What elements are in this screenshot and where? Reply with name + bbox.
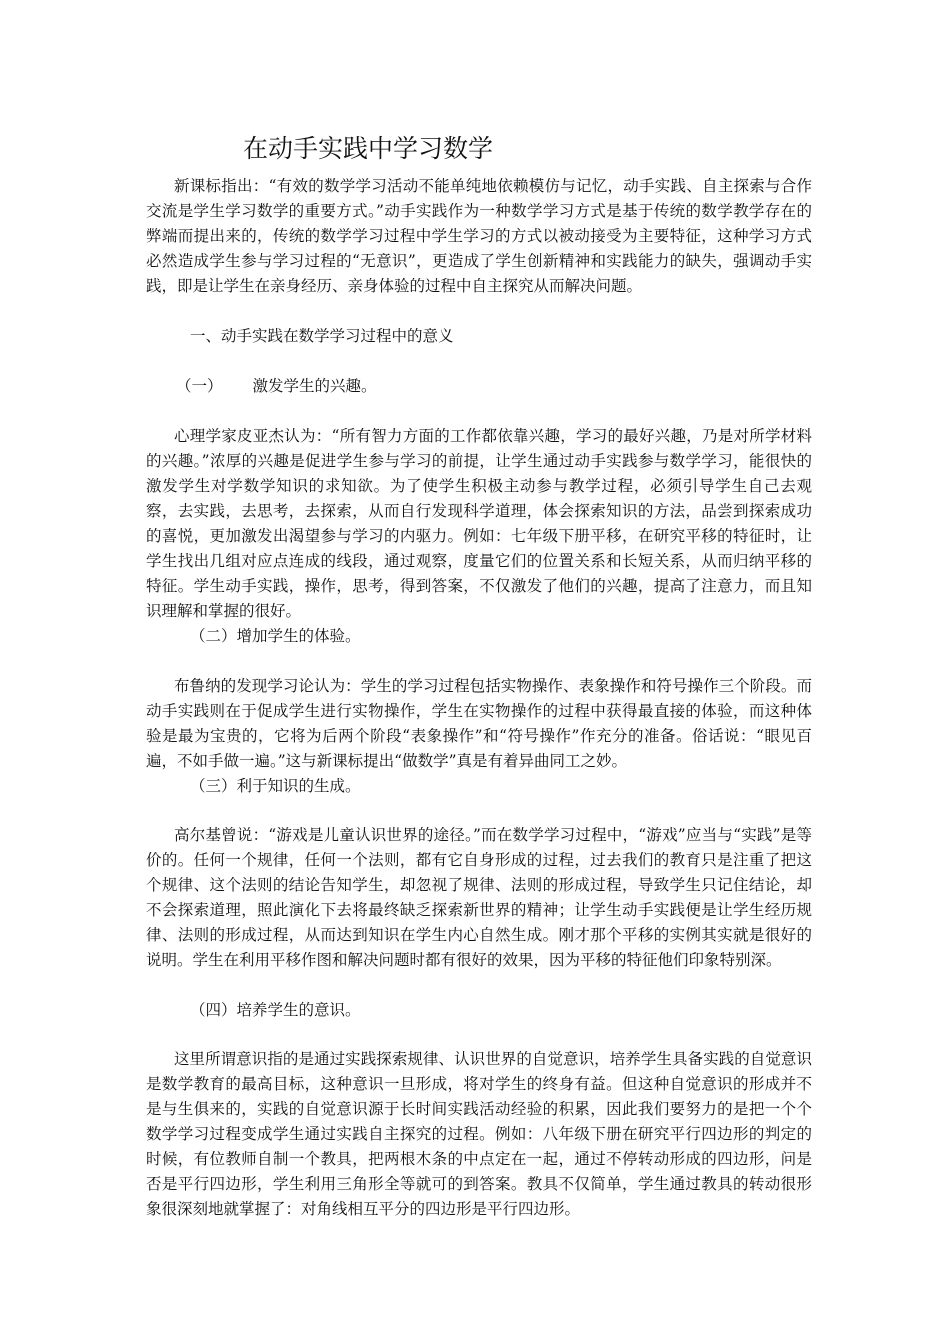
subheading-2: （二）增加学生的体验。 <box>190 627 361 645</box>
paragraph-experience: 布鲁纳的发现学习论认为：学生的学习过程包括实物操作、表象操作和符号操作三个阶段。而动手实践则在于促成学生进行实物操作，学生在实物操作的过程中获得最直接的体验，而这种体验是最为宝贵的，它将为后两个阶段“表象操作”和“符号操作”作充分的准备。俗话说：“眼见百遍，不如手做一遍。”这与新课标提出“做数学”真是有着异曲同工之妙。 <box>146 677 812 770</box>
subheading-4: （四）培养学生的意识。 <box>190 1001 361 1019</box>
paragraph-interest: 心理学家皮亚杰认为：“所有智力方面的工作都依靠兴趣，学习的最好兴趣，乃是对所学材料的兴趣。”浓厚的兴趣是促进学生参与学习的前提，让学生通过动手实践参与数学学习，能很快的激发学生对学数学知识的求知欲。为了使学生积极主动参与教学过程，必须引导学生自己去观察，去实践，去思考，去探索，从而自行发现科学道理，体会探索知识的方法，品尝到探索成功的喜悦，更加激发出渴望参与学习的内驱力。例如：七年级下册平移，在研究平移的特征时，让学生找出几组对应点连成的线段，通过观察，度量它们的位置关系和长短关系，从而归纳平移的特征。学生动手实践，操作，思考，得到答案，不仅激发了他们的兴趣，提高了注意力，而且知识理解和掌握的很好。 <box>146 427 812 620</box>
document-title: 在动手实践中学习数学 <box>243 134 494 163</box>
subheading-1 <box>176 374 377 399</box>
subheading-1-number: （一） <box>176 377 223 395</box>
paragraph-awareness: 这里所谓意识指的是通过实践探索规律、认识世界的自觉意识，培养学生具备实践的自觉意识是数学教育的最高目标，这种意识一旦形成，将对学生的终身有益。但这种自觉意识的形成并不是与生俱来的，实践的自觉意识源于长时间实践活动经验的积累，因此我们要努力的是把一个个数学学习过程变成学生通过实践自主探究的过程。例如：八年级下册在研究平行四边形的判定的时候，有位教师自制一个教具，把两根木条的中点定在一起，通过不停转动形成的四边形，问是否是平行四边形，学生利用三角形全等就可的到答案。教具不仅简单，学生通过教具的转动很形象很深刻地就掌握了：对角线相互平分的四边形是平行四边形。 <box>146 1050 812 1218</box>
subheading-1-label: 激发学生的兴趣。 <box>252 377 377 395</box>
section-heading-1: 一、动手实践在数学学习过程中的意义 <box>190 327 454 345</box>
intro-paragraph: 新课标指出：“有效的数学学习活动不能单纯地依赖模仿与记忆，动手实践、自主探索与合作交流是学生学习数学的重要方式。”动手实践作为一种数学学习方式是基于传统的数学教学存在的弊端而提出来的，传统的数学学习过程中学生学习的方式以被动接受为主要特征，这种学习方式必然造成学生参与学习过程的“无意识”，更造成了学生创新精神和实践能力的缺失，强调动手实践，即是让学生在亲身经历、亲身体验的过程中自主探究从而解决问题。 <box>146 177 812 295</box>
subheading-3: （三）利于知识的生成。 <box>190 777 361 795</box>
paragraph-knowledge: 高尔基曾说：“游戏是儿童认识世界的途径。”而在数学学习过程中，“游戏”应当与“实践”是等价的。任何一个规律，任何一个法则，都有它自身形成的过程，过去我们的教育只是注重了把这个规律、这个法则的结论告知学生，却忽视了规律、法则的形成过程，导致学生只记住结论，却不会探索道理，照此演化下去将最终缺乏探索新世界的精神；让学生动手实践便是让学生经历规律、法则的形成过程，从而达到知识在学生内心自然生成。刚才那个平移的实例其实就是很好的说明。学生在利用平移作图和解决问题时都有很好的效果，因为平移的特征他们印象特别深。 <box>146 826 812 969</box>
